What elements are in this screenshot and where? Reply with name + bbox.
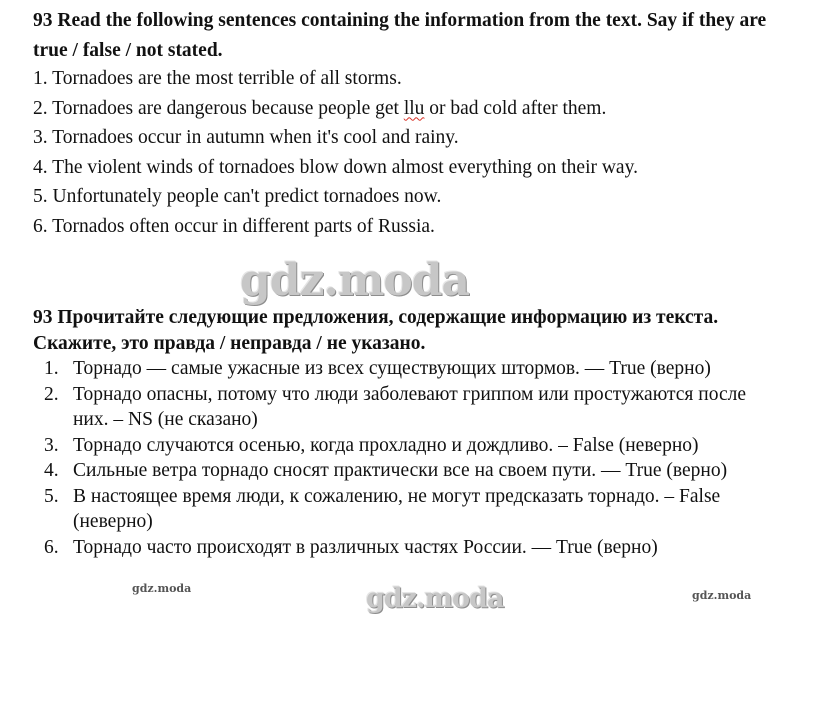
- statement-number: 3.: [33, 127, 48, 148]
- russian-answer: [0, 535, 763, 561]
- english-statement: [33, 153, 638, 183]
- answer-text: В настоящее время люди, к сожалению, не могут предсказать торнадо. – False (неверно): [73, 485, 721, 532]
- answer-number: 4.: [44, 460, 59, 481]
- statement-number: 5.: [33, 186, 48, 207]
- answer-text: Торнадо — самые ужасные из всех существующих штормов. — True (верно): [73, 358, 711, 379]
- russian-answer: [0, 356, 763, 382]
- statement-text: Unfortunately people can't predict tornadoes now.: [52, 186, 442, 207]
- russian-answer: [0, 433, 763, 459]
- answer-number: 2.: [44, 383, 59, 405]
- watermark-logo: gdz.moda: [240, 255, 470, 306]
- russian-task-title: 93 Прочитайте следующие предложения, содержащие информацию из текста. Скажите, это правда / неправда / не указано.: [33, 307, 719, 354]
- statement-text: The violent winds of tornadoes blow down almost everything on their way.: [52, 156, 638, 178]
- statement-text: Tornadoes are the most terrible of all storms.: [52, 68, 402, 89]
- answer-number: 5.: [44, 485, 59, 507]
- russian-answer-list: [0, 356, 763, 560]
- statement-text: Tornados often occur in different parts of Russia.: [52, 215, 435, 237]
- answer-number: 6.: [44, 536, 59, 558]
- russian-answer: [0, 382, 763, 433]
- watermark-small-left: gdz.moda: [132, 582, 192, 595]
- spellcheck-flagged-word: llu: [403, 97, 425, 119]
- english-statement: [33, 212, 638, 242]
- english-statement: [33, 182, 638, 212]
- english-statement: [33, 123, 638, 153]
- statement-text-end: or bad cold after them.: [424, 97, 607, 119]
- statement-number: 6.: [33, 215, 48, 237]
- statement-text-start: Tornadoes are dangerous because people get: [52, 97, 404, 119]
- watermark-logo-middle: gdz.moda: [366, 583, 504, 614]
- answer-text: Торнадо случаются осенью, когда прохладно и дождливо. – False (неверно): [73, 434, 699, 456]
- russian-answer: [0, 458, 763, 484]
- statement-number: 4.: [33, 156, 48, 178]
- russian-answer: [0, 484, 763, 535]
- english-task-title: 93 Read the following sentences containing the information from the text. Say if they are true / false / not stated.: [33, 10, 767, 61]
- answer-text: Торнадо опасны, потому что люди заболевают гриппом или простужаются после них. – NS (не сказано): [73, 383, 746, 430]
- answer-text: Торнадо часто происходят в различных частях России. — True (верно): [73, 536, 658, 558]
- watermark-small-right: gdz.moda: [692, 589, 752, 602]
- statement-number: 1.: [33, 68, 48, 89]
- statement-number: 2.: [33, 97, 48, 119]
- english-statement: [33, 94, 638, 124]
- answer-number: 1.: [44, 358, 59, 379]
- english-statement-list: [33, 64, 638, 241]
- english-statement: [33, 64, 638, 94]
- answer-number: 3.: [44, 434, 59, 456]
- answer-text: Сильные ветра торнадо сносят практически все на своем пути. — True (верно): [73, 460, 728, 481]
- statement-text: Tornadoes occur in autumn when it's cool and rainy.: [52, 127, 459, 148]
